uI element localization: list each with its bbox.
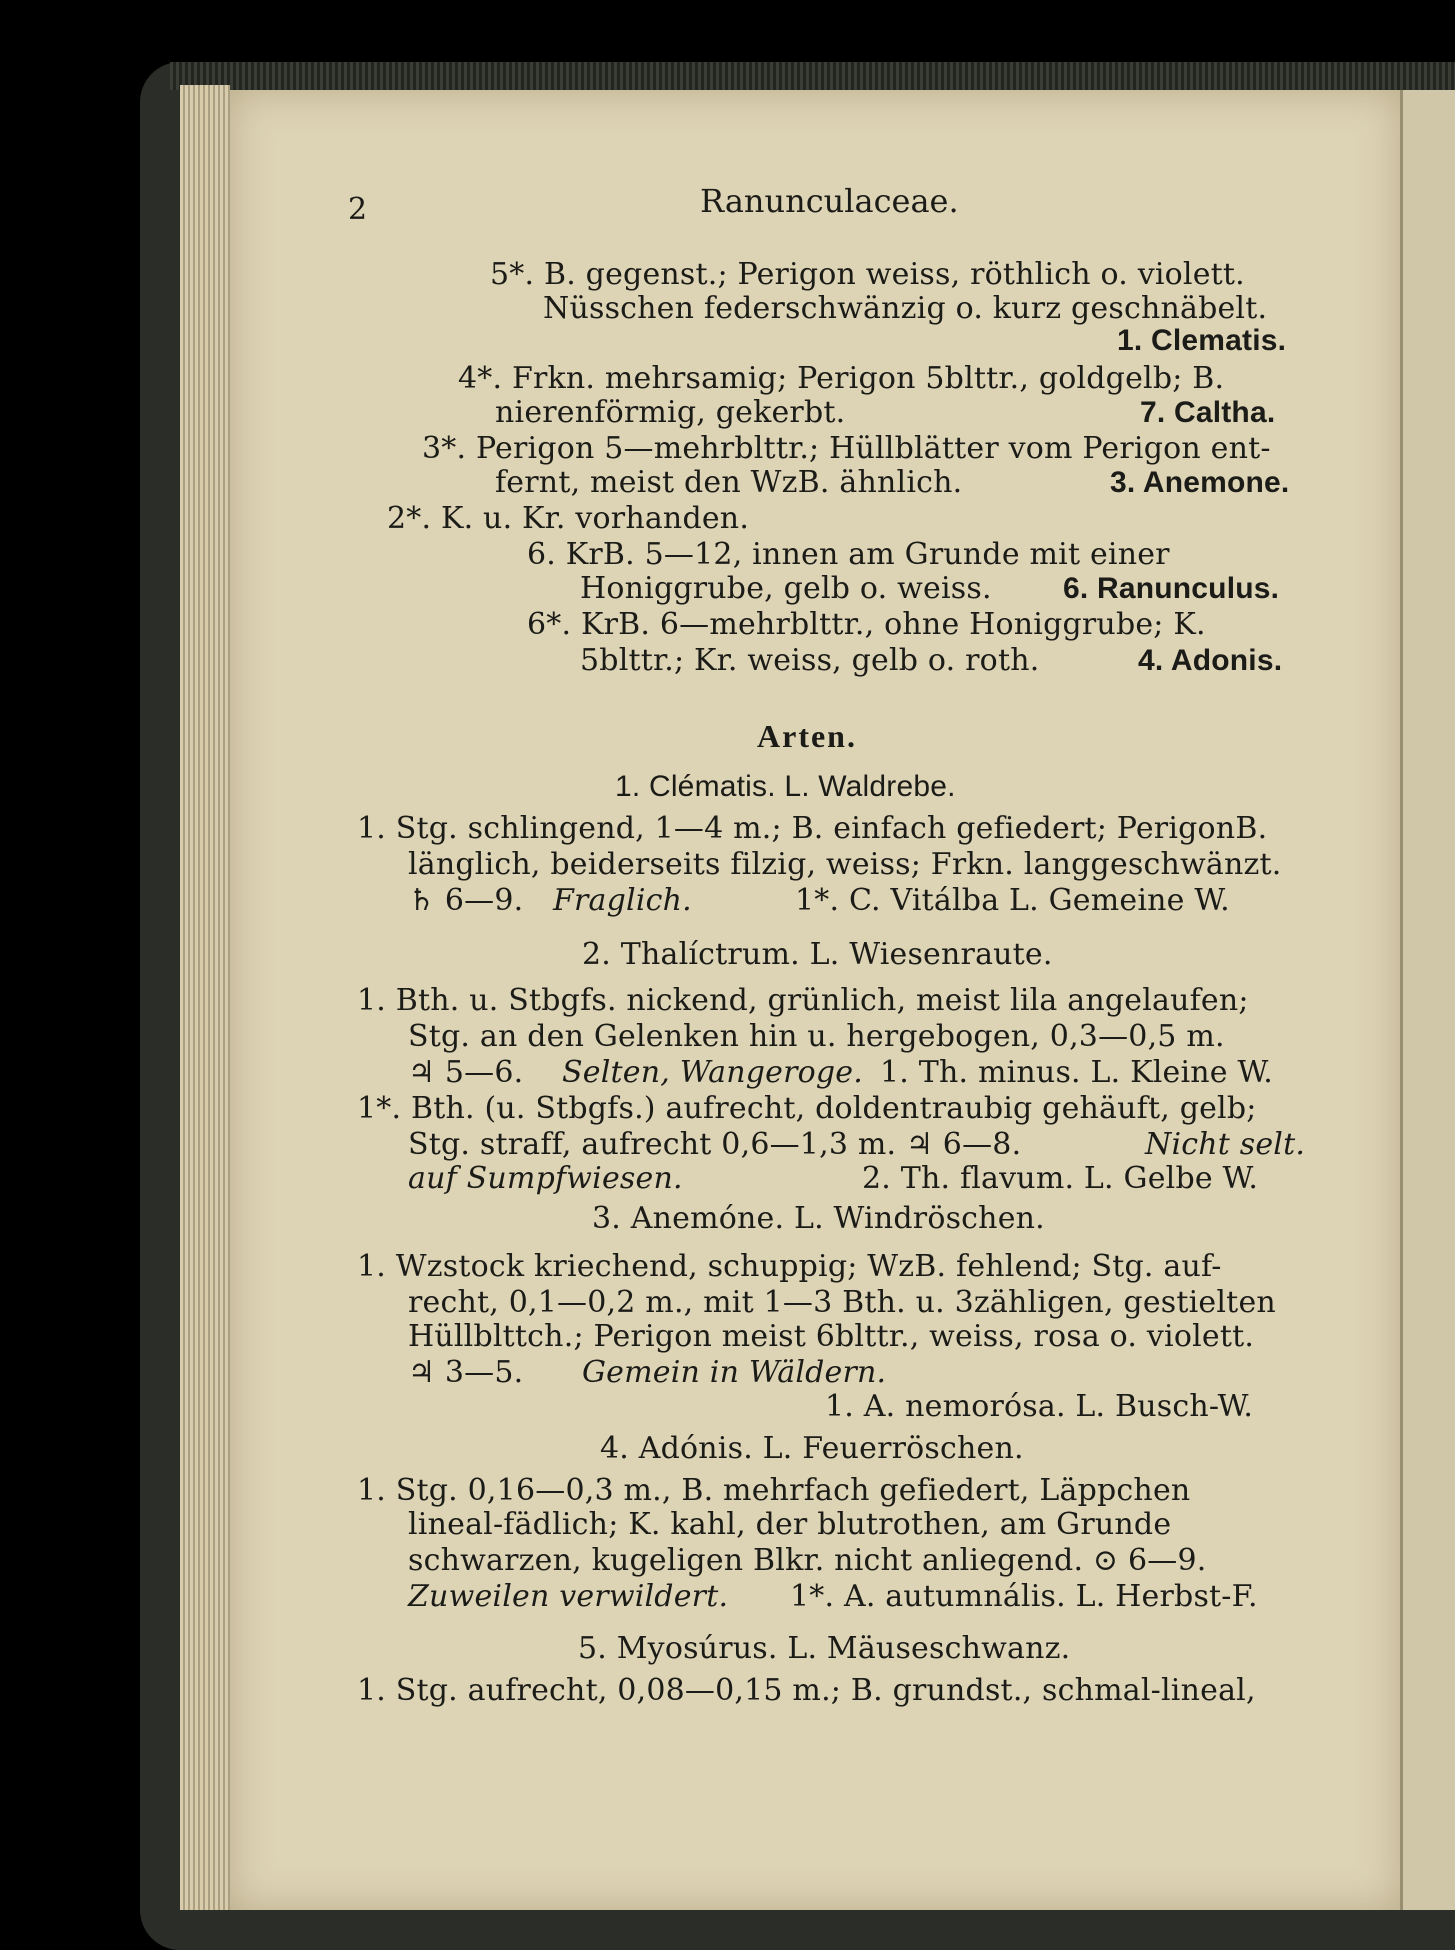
genus-heading: 2. Thalíctrum. L. Wiesenraute. [582, 937, 1053, 972]
species-line: 1. Stg. 0,16—0,3 m., B. mehrfach gefiedert, Läppchen [357, 1473, 1191, 1508]
species-line: auf Sumpfwiesen. [408, 1161, 683, 1196]
page-edges [180, 85, 230, 1910]
species-name: 1. A. nemorósa. L. Busch-W. [825, 1389, 1254, 1424]
key-line: 4*. Frkn. mehrsamig; Perigon 5blttr., goldgelb; B. [458, 361, 1225, 396]
key-result: 6. Ranunculus. [1063, 572, 1280, 605]
species-name: 1*. A. autumnális. L. Herbst-F. [790, 1579, 1258, 1614]
key-result: 4. Adonis. [1138, 644, 1283, 677]
species-line: recht, 0,1—0,2 m., mit 1—3 Bth. u. 3zähligen, gestielten [408, 1285, 1276, 1320]
genus-heading: 1. Clématis. L. Waldrebe. [615, 770, 956, 803]
book-cover-spine [170, 62, 1455, 90]
key-line: 6. KrB. 5—12, innen am Grunde mit einer [527, 537, 1170, 572]
species-name: 2. Th. flavum. L. Gelbe W. [862, 1161, 1259, 1196]
species-line: Stg. straff, aufrecht 0,6—1,3 m. ♃ 6—8. [408, 1127, 1022, 1162]
facing-page-edge [1400, 90, 1455, 1910]
species-line: Stg. an den Gelenken hin u. hergebogen, 0,3—0,5 m. [408, 1019, 1225, 1054]
species-line: Fraglich. [553, 883, 692, 918]
species-line: ♄ 6—9. [408, 883, 524, 918]
species-name: 1. Th. minus. L. Kleine W. [880, 1055, 1274, 1090]
species-line: Zuweilen verwildert. [408, 1579, 729, 1614]
species-line: Nicht selt. [1145, 1127, 1306, 1162]
genus-heading: 3. Anemóne. L. Windröschen. [592, 1201, 1045, 1236]
species-line: ♃ 3—5. [408, 1355, 524, 1390]
species-line: länglich, beiderseits filzig, weiss; Frkn. langgeschwänzt. [408, 847, 1282, 882]
key-result: 1. Clematis. [1117, 324, 1287, 357]
species-line: 1. Stg. schlingend, 1—4 m.; B. einfach gefiedert; PerigonB. [357, 811, 1268, 846]
species-line: 1. Stg. aufrecht, 0,08—0,15 m.; B. grundst., schmal-lineal, [357, 1673, 1256, 1708]
species-line: Selten, Wangeroge. [562, 1055, 863, 1090]
species-line: ♃ 5—6. [408, 1055, 524, 1090]
key-result: 7. Caltha. [1140, 396, 1276, 429]
key-line: 2*. K. u. Kr. vorhanden. [387, 501, 750, 536]
species-name: 1*. C. Vitálba L. Gemeine W. [795, 883, 1230, 918]
key-result: 3. Anemone. [1110, 466, 1290, 499]
species-line: 1. Wzstock kriechend, schuppig; WzB. fehlend; Stg. auf- [357, 1249, 1222, 1284]
key-line: 5*. B. gegenst.; Perigon weiss, röthlich o. violett. [490, 257, 1245, 292]
key-line: nierenförmig, gekerbt. [495, 395, 846, 430]
species-line: 1*. Bth. (u. Stbgfs.) aufrecht, doldentraubig gehäuft, gelb; [357, 1091, 1257, 1126]
page-number: 2 [348, 192, 368, 227]
key-line: 5blttr.; Kr. weiss, gelb o. roth. [580, 643, 1040, 678]
species-line: schwarzen, kugeligen Blkr. nicht anliegend. ⊙ 6—9. [408, 1543, 1207, 1578]
species-line: 1. Bth. u. Stbgfs. nickend, grünlich, meist lila angelaufen; [357, 983, 1249, 1018]
key-line: fernt, meist den WzB. ähnlich. [495, 465, 963, 500]
species-line: Gemein in Wäldern. [582, 1355, 887, 1390]
key-line: Honiggrube, gelb o. weiss. [580, 571, 992, 606]
key-line: 6*. KrB. 6—mehrblttr., ohne Honiggrube; K. [527, 607, 1206, 642]
species-line: lineal-fädlich; K. kahl, der blutrothen, am Grunde [408, 1507, 1172, 1542]
genus-heading: 4. Adónis. L. Feuerröschen. [600, 1431, 1024, 1466]
species-line: Hüllblttch.; Perigon meist 6blttr., weiss, rosa o. violett. [408, 1319, 1255, 1354]
section-title: Arten. [757, 718, 857, 754]
key-line: Nüsschen federschwänzig o. kurz geschnäbelt. [543, 291, 1268, 326]
running-title: Ranunculaceae. [700, 182, 959, 220]
key-line: 3*. Perigon 5—mehrblttr.; Hüllblätter vom Perigon ent- [422, 431, 1271, 466]
genus-heading: 5. Myosúrus. L. Mäuseschwanz. [578, 1631, 1071, 1666]
